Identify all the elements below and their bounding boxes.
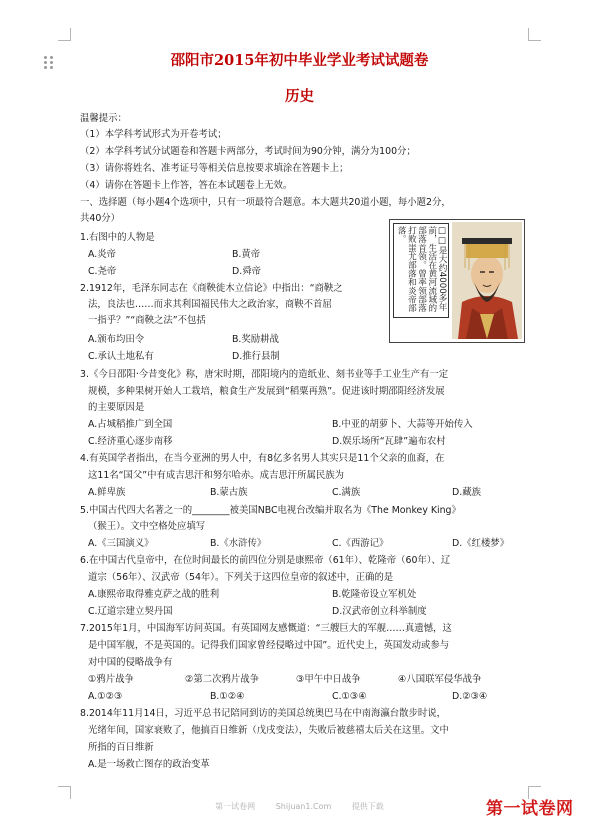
question-2-stem-cont: 一指乎？”“商鞅之法”不包括	[88, 315, 206, 326]
notice-item: （1）本学科考试形式为开卷考试；	[80, 129, 227, 140]
war-item: ④八国联军侵华战争	[398, 674, 482, 685]
question-5-stem-cont: （猴王）。文中空格处应填写	[88, 521, 206, 532]
section-heading: 一、选择题（每小题4个选项中，只有一项最符合题意。本大题共20道小题，每小题2分，	[80, 197, 451, 208]
option-c[interactable]: C.尧帝	[88, 266, 117, 277]
question-7-stem-cont: 是中国军舰，不是英国的。记得我们国家曾经侵略过中国”。近代史上，英国发动或参与	[88, 640, 450, 651]
subject-title: 历史	[285, 88, 314, 105]
option-a[interactable]: A.颁布均田令	[88, 334, 145, 345]
page-corner-mark	[528, 28, 541, 41]
option-b[interactable]: B.中亚的胡萝卜、大蒜等开始传入	[332, 419, 473, 430]
question-figure	[389, 219, 525, 343]
figure-caption: □□是大约4000多年前，生活在黄河流域的部落首领。曾率领部落打败蚩尤部落和炎帝部落。	[393, 223, 449, 318]
question-4-stem: 4.有英国学者指出，在当今亚洲的男人中，有8亿多名男人其实只是11个父亲的血裔，在	[80, 453, 445, 464]
question-8-stem-cont: 所指的百日维新	[88, 742, 154, 753]
option-a[interactable]: A.炎帝	[88, 249, 116, 260]
option-b[interactable]: B.乾隆帝设立军机处	[332, 589, 417, 600]
question-2-stem: 2.1912年，毛泽东同志在《商鞅徙木立信论》中指出：“商鞅之	[80, 283, 343, 294]
page-corner-mark	[58, 786, 71, 799]
option-d[interactable]: D.藏族	[452, 487, 481, 498]
option-c[interactable]: C.满族	[332, 487, 361, 498]
option-b[interactable]: B.奖励耕战	[232, 334, 279, 345]
option-c[interactable]: C.经济重心逐步南移	[88, 436, 173, 447]
option-a[interactable]: A.占城稻推广到全国	[88, 419, 173, 430]
option-a[interactable]: A.《三国演义》	[88, 538, 154, 549]
option-c[interactable]: C.《西游记》	[332, 538, 389, 549]
exam-title: 邵阳市2015年初中毕业学业考试试题卷	[170, 52, 429, 69]
option-d[interactable]: D.《红楼梦》	[452, 538, 510, 549]
question-3-stem: 3.《今日邵阳·今昔变化》称，唐宋时期，邵阳境内的造纸业、刻书业等手工业生产有一定	[80, 369, 449, 380]
question-7-stem-cont: 对中国的侵略战争有	[88, 657, 173, 668]
question-3-stem-cont: 规模，多种果树开始人工栽培，粮食生产发展到“稻粟再熟”。促进该时期邵阳经济发展	[88, 386, 445, 397]
footer-download-text: 提供下载	[351, 802, 384, 811]
question-6-stem: 6.在中国古代皇帝中，在位时间最长的前四位分别是康熙帝（61年）、乾隆帝（60年）、辽	[80, 555, 451, 566]
question-4-stem-cont: 这11名“国父”中有成吉思汗和努尔哈赤。成吉思汗所属民族为	[88, 470, 345, 481]
question-2-stem-cont: 法，良法也……而求其利国福民伟大之政治家，商鞅不首屈	[88, 299, 332, 310]
war-item: ③甲午中日战争	[296, 674, 361, 685]
war-item: ①鸦片战争	[88, 674, 134, 685]
question-1-stem: 1.右图中的人物是	[80, 232, 155, 243]
option-c[interactable]: C.辽道宗建立契丹国	[88, 606, 173, 617]
question-6-stem-cont: 道宗（56年）、汉武帝（54年）。下列关于这四位皇帝的叙述中，正确的是	[88, 572, 394, 583]
option-a[interactable]: A.康熙帝取得雅克萨之战的胜利	[88, 589, 220, 600]
option-b[interactable]: B.《水浒传》	[210, 538, 267, 549]
option-c[interactable]: C.①③④	[332, 691, 367, 702]
section-heading-cont: 共40分）	[80, 213, 121, 224]
question-7-stem: 7.2015年1月，中国海军访问英国。有英国网友感慨道：“三艘巨大的军舰……真遗憾，这	[80, 623, 452, 634]
notice-item: （3）请你将姓名、准考证号等相关信息按要求填涂在答题卡上；	[80, 163, 349, 174]
option-a[interactable]: A.是一场救亡图存的政治变革	[88, 759, 210, 770]
footer-site-name: 第一试卷网	[215, 802, 256, 811]
option-a[interactable]: A.鲜卑族	[88, 487, 126, 498]
page-corner-mark	[58, 28, 71, 41]
option-d[interactable]: D.娱乐场所“瓦肆”遍布农村	[332, 436, 446, 447]
notice-item: （2）本学科考试分试题卷和答题卡两部分，考试时间为90分钟，满分为100分；	[80, 146, 416, 157]
notice-heading: 温馨提示：	[80, 113, 127, 124]
war-item: ②第二次鸦片战争	[185, 674, 260, 685]
question-8-stem: 8.2014年11月14日，习近平总书记陪同到访的美国总统奥巴马在中南海瀛台散步时说，	[80, 708, 447, 719]
footer-site-domain[interactable]: Shijuan1.Com	[275, 802, 332, 811]
option-b[interactable]: B.①②④	[210, 691, 245, 702]
option-a[interactable]: A.①②③	[88, 691, 123, 702]
option-d[interactable]: D.②③④	[452, 691, 488, 702]
question-8-stem-cont: 光绪年间，国家衰败了，他搞百日维新（戊戌变法），失败后被慈禧太后关在这里。文中	[88, 725, 449, 736]
option-b[interactable]: B.蒙古族	[210, 487, 248, 498]
option-c[interactable]: C.承认土地私有	[88, 351, 154, 362]
option-d[interactable]: D.汉武帝创立科举制度	[332, 606, 427, 617]
site-brand-logo: 第一试卷网	[486, 799, 574, 819]
option-d[interactable]: D.舜帝	[232, 266, 261, 277]
option-b[interactable]: B.黄帝	[232, 249, 261, 260]
question-5-stem: 5.中国古代四大名著之一的________被美国NBC电视台改编并取名为《The Monkey King》	[80, 505, 461, 516]
question-3-stem-cont: 的主要原因是	[88, 402, 145, 413]
option-d[interactable]: D.推行县制	[232, 351, 280, 362]
emperor-portrait-image	[452, 222, 522, 339]
notice-item: （4）请你在答题卡上作答，答在本试题卷上无效。	[80, 180, 293, 191]
